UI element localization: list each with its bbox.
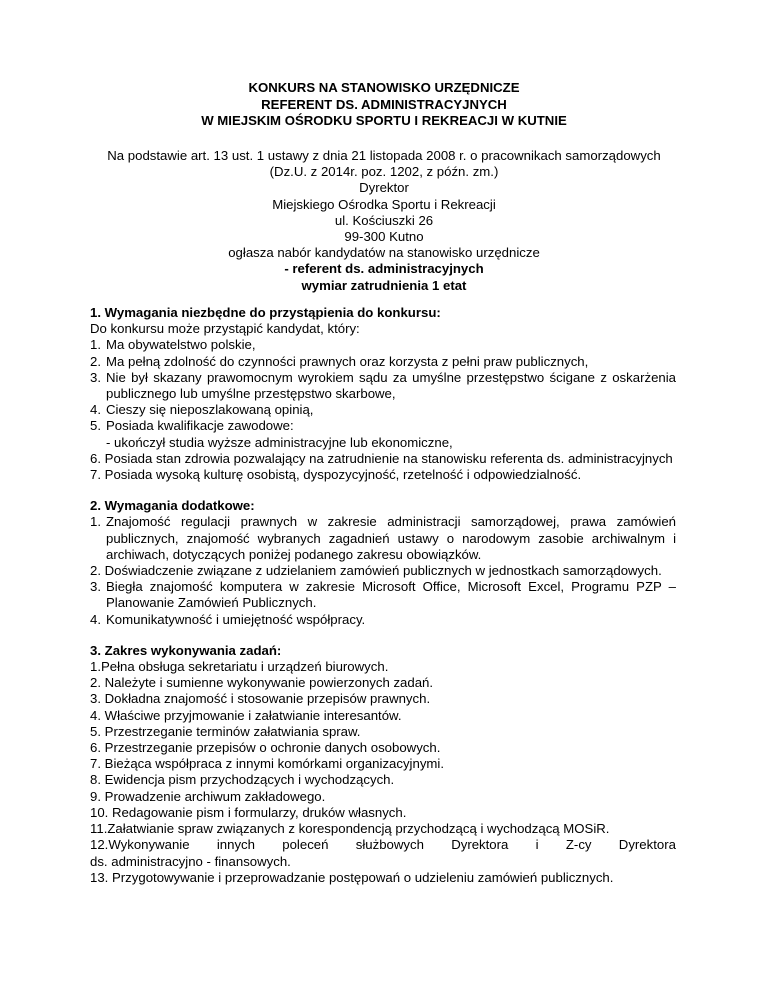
item-sub-text: - ukończył studia wyższe administracyjne lub ekonomiczne, [106, 434, 453, 450]
section-1-lead: Do konkursu może przystąpić kandydat, który: [90, 321, 360, 337]
list-item [90, 402, 676, 418]
address-city: 99-300 Kutno [344, 229, 424, 245]
item-number: 3. [90, 579, 101, 595]
director-label: Dyrektor [359, 180, 409, 196]
item-word: poleceń [282, 837, 329, 853]
section-1-title: 1. Wymagania niezbędne do przystąpienia do konkursu: [90, 305, 441, 320]
item-word: Dyrektora [618, 837, 676, 853]
list-item [90, 370, 676, 402]
list-item: 1.Pełna obsługa sekretariatu i urządzeń biurowych. [90, 659, 389, 675]
item-number: 1. [90, 337, 101, 353]
item-number: 4. [90, 402, 101, 418]
item-text: Nie był skazany prawomocnym wyrokiem sądu za umyślne przestępstwo ścigane z oskarżenia publicznego lub umyślne przestępstwo skarbowe, [106, 369, 676, 402]
intro-block [0, 148, 768, 294]
list-item [90, 354, 676, 370]
legal-basis: Na podstawie art. 13 ust. 1 ustawy z dnia 21 listopada 2008 r. o pracownikach samorządowych [107, 148, 661, 163]
item-number: 3. [90, 369, 101, 385]
item-number: 2. [90, 353, 101, 369]
list-item: 4. Właściwe przyjmowanie i załatwianie interesantów. [90, 707, 402, 723]
list-item-continuation: ds. administracyjno - finansowych. [90, 853, 291, 869]
legal-reference: (Dz.U. z 2014r. poz. 1202, z późn. zm.) [269, 164, 499, 180]
task-list [90, 659, 676, 886]
section-2-title: 2. Wymagania dodatkowe: [90, 498, 255, 514]
item-text: Biegła znajomość komputera w zakresie Microsoft Office, Microsoft Excel, Programu PZP – Planowanie Zamówień Publicznych. [106, 579, 676, 611]
list-item [90, 837, 676, 853]
list-item: 9. Prowadzenie archiwum zakładowego. [90, 788, 326, 804]
list-item: 2. Doświadczenie związane z udzielaniem zamówień publicznych w jednostkach samorządowych. [90, 563, 662, 579]
list-item: 6. Posiada stan zdrowia pozwalający na zatrudnienie na stanowisku referenta ds. administracyjnych [90, 450, 673, 466]
list-item [90, 579, 676, 611]
address-street: ul. Kościuszki 26 [334, 212, 434, 228]
item-text: Ma obywatelstwo polskie, [106, 337, 256, 353]
item-text: Posiada kwalifikacje zawodowe: [106, 418, 294, 434]
item-word: służbowych [355, 837, 424, 853]
title-line-3: W MIEJSKIM OŚRODKU SPORTU I REKREACJI W KUTNIE [201, 113, 567, 129]
item-word: Z-cy [565, 837, 592, 853]
item-word: 12.Wykonywanie [90, 837, 190, 853]
list-item: 8. Ewidencja pism przychodzących i wychodzących. [90, 772, 395, 788]
item-word: i [535, 837, 539, 853]
position-name: - referent ds. administracyjnych [284, 261, 484, 277]
list-item: 6. Przestrzeganie przepisów o ochronie danych osobowych. [90, 740, 441, 756]
list-item: 13. Przygotowywanie i przeprowadzanie postępowań o udzieleniu zamówień publicznych. [90, 869, 614, 885]
list-item [90, 612, 676, 628]
item-text: Cieszy się nieposzlakowaną opinią, [106, 402, 314, 418]
item-word: Dyrektora [451, 837, 509, 853]
announcement-text: ogłasza nabór kandydatów na stanowisko urzędnicze [228, 245, 540, 261]
item-number: 5. [90, 418, 101, 434]
item-text: Znajomość regulacji prawnych w zakresie administracji samorządowej, prawa zamówień publicznych, znajomość wybranych zagadnień ustawy o narodowym zasobie archiwalnym i archiwach, dotyczących poniżej podanego zakresu obowiązków. [106, 514, 676, 562]
list-item: 3. Dokładna znajomość i stosowanie przepisów prawnych. [90, 691, 431, 707]
organization-name: Miejskiego Ośrodka Sportu i Rekreacji [272, 196, 496, 212]
list-item: 11.Załatwianie spraw związanych z korespondencją przychodzącą i wychodzącą MOSiR. [90, 821, 610, 837]
employment-size: wymiar zatrudnienia 1 etat [301, 277, 467, 293]
list-item: 7. Bieżąca współpraca z innymi komórkami organizacyjnymi. [90, 756, 444, 772]
title-line-2: REFERENT DS. ADMINISTRACYJNYCH [261, 96, 507, 112]
list-item [90, 418, 676, 434]
item-number: 1. [90, 514, 101, 530]
document-title [0, 80, 768, 130]
list-item [90, 337, 676, 353]
item-text: Ma pełną zdolność do czynności prawnych oraz korzysta z pełni praw publicznych, [106, 353, 589, 369]
list-item [90, 514, 676, 563]
document-body [90, 305, 676, 886]
section-3-title: 3. Zakres wykonywania zadań: [90, 642, 282, 658]
item-number: 4. [90, 611, 101, 627]
item-text: Komunikatywność i umiejętność współpracy. [106, 611, 366, 627]
list-item: 5. Przestrzeganie terminów załatwiania spraw. [90, 723, 361, 739]
list-item: 7. Posiada wysoką kulturę osobistą, dyspozycyjność, rzetelność i odpowiedzialność. [90, 467, 582, 483]
list-item: 10. Redagowanie pism i formularzy, druków własnych. [90, 804, 407, 820]
list-item: 2. Należyte i sumienne wykonywanie powierzonych zadań. [90, 675, 434, 691]
item-word: innych [216, 837, 255, 853]
title-line-1: KONKURS NA STANOWISKO URZĘDNICZE [248, 80, 520, 95]
